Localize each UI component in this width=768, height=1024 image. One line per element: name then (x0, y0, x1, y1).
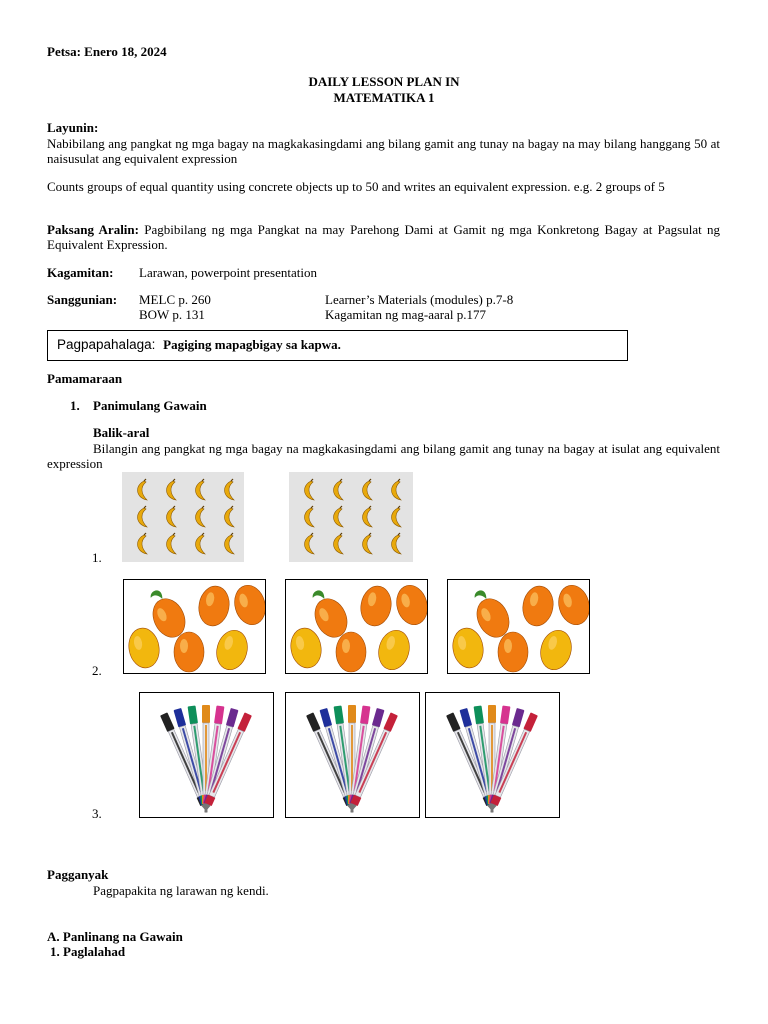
banana-icon (167, 481, 176, 500)
pagpapahalaga-line (57, 337, 341, 353)
paksang-aralin-label: Paksang Aralin: (47, 222, 139, 237)
banana-icon (225, 535, 234, 554)
banana-icon (167, 508, 176, 527)
banana-icon (138, 481, 147, 500)
mango-icon (358, 584, 394, 629)
mango-icon (196, 584, 232, 629)
paglalahad-heading: 1. Paglalahad (50, 944, 126, 959)
kagamitan-label: Kagamitan: (47, 265, 114, 280)
banana-icon (392, 481, 401, 500)
mango-icon (288, 626, 324, 671)
mango-icon (174, 632, 204, 672)
pen-group-icon (140, 693, 273, 817)
mango-icon (392, 582, 427, 628)
pen-group-icon (286, 693, 419, 817)
banana-icon (363, 481, 372, 500)
banana-icon (334, 508, 343, 527)
mango-icon (212, 627, 251, 673)
banana-icon (334, 481, 343, 500)
english-objective: Counts groups of equal quantity using concrete objects up to 50 and writes an equivalent expression. e.g. 2 groups of 5 (47, 179, 665, 194)
kagamitan-value: Larawan, powerpoint presentation (139, 265, 317, 280)
mango-icon (374, 627, 413, 673)
pagpapahalaga-box (47, 330, 628, 361)
pamamaraan-heading: Pamamaraan (47, 371, 123, 386)
banana-icon (196, 535, 205, 554)
mango-group-icon (124, 580, 265, 673)
mango-icon (230, 582, 265, 628)
mango-group-icon (286, 580, 427, 673)
mango-icon (520, 584, 556, 629)
date-line: Petsa: Enero 18, 2024 (47, 44, 167, 59)
mango-icon (536, 627, 575, 673)
banana-icon (305, 508, 314, 527)
paksang-aralin (47, 222, 720, 252)
pen-group-icon (426, 693, 559, 817)
panlinang-heading: A. Panlinang na Gawain (47, 929, 183, 944)
banana-group (122, 472, 244, 562)
banana-icon (196, 508, 205, 527)
pen-group (139, 692, 274, 818)
layunin-heading: Layunin: (47, 120, 99, 135)
mango-icon (450, 626, 486, 671)
banana-group (289, 472, 413, 562)
layunin-text: Nabibilang ang pangkat ng mga bagay na magkakasingdami ang bilang gamit ang tunay na bagay na may bilang hanggang 50 at naisusulat ang equivalent expression (47, 136, 720, 166)
pagganyak-text: Pagpapakita ng larawan ng kendi. (93, 883, 269, 898)
pagganyak-heading: Pagganyak (47, 867, 109, 882)
banana-icon (392, 535, 401, 554)
banana-icon (225, 481, 234, 500)
pagpapahalaga-value: Pagiging mapagbigay sa kapwa. (163, 337, 341, 352)
sanggunian-ref: BOW p. 131 (139, 307, 205, 322)
banana-group-icon (122, 472, 244, 562)
pen-group (425, 692, 560, 818)
banana-icon (196, 481, 205, 500)
banana-group-icon (289, 472, 413, 562)
item-number: 2. (92, 663, 102, 678)
banana-icon (138, 535, 147, 554)
item-number: 3. (92, 806, 102, 821)
banana-icon (167, 535, 176, 554)
mango-group (123, 579, 266, 674)
sanggunian-ref: Learner’s Materials (modules) p.7-8 (325, 292, 514, 307)
pagpapahalaga-colon: : (151, 337, 156, 352)
item-number: 1. (92, 550, 102, 565)
banana-icon (392, 508, 401, 527)
mango-group (285, 579, 428, 674)
sanggunian-ref: MELC p. 260 (139, 292, 211, 307)
balik-aral-heading: Balik-aral (93, 425, 150, 440)
sanggunian-label: Sanggunian: (47, 292, 118, 307)
pen-group (285, 692, 420, 818)
panimulang-number: 1. (70, 398, 80, 413)
banana-icon (363, 535, 372, 554)
banana-icon (334, 535, 343, 554)
mango-group (447, 579, 590, 674)
banana-icon (305, 481, 314, 500)
paksang-aralin-text: Pagbibilang ng mga Pangkat na may Parehong Dami at Gamit ng mga Konkretong Bagay at Pagsulat ng Equivalent Expression. (47, 222, 720, 252)
panimulang-label: Panimulang Gawain (93, 398, 207, 413)
banana-icon (225, 508, 234, 527)
banana-icon (305, 535, 314, 554)
title-line-1: DAILY LESSON PLAN IN (308, 74, 460, 89)
mango-icon (126, 626, 162, 671)
banana-icon (363, 508, 372, 527)
title-line-2: MATEMATIKA 1 (333, 90, 435, 105)
mango-group-icon (448, 580, 589, 673)
mango-icon (498, 632, 528, 672)
sanggunian-ref: Kagamitan ng mag-aaral p.177 (325, 307, 486, 322)
mango-icon (554, 582, 589, 628)
banana-icon (138, 508, 147, 527)
mango-icon (336, 632, 366, 672)
pagpapahalaga-label: Pagpapahalaga (57, 337, 152, 352)
balik-aral-text: Bilangin ang pangkat ng mga bagay na magkakasingdami ang bilang gamit ang tunay na bagay at isulat ang equivalent expression (47, 441, 720, 471)
